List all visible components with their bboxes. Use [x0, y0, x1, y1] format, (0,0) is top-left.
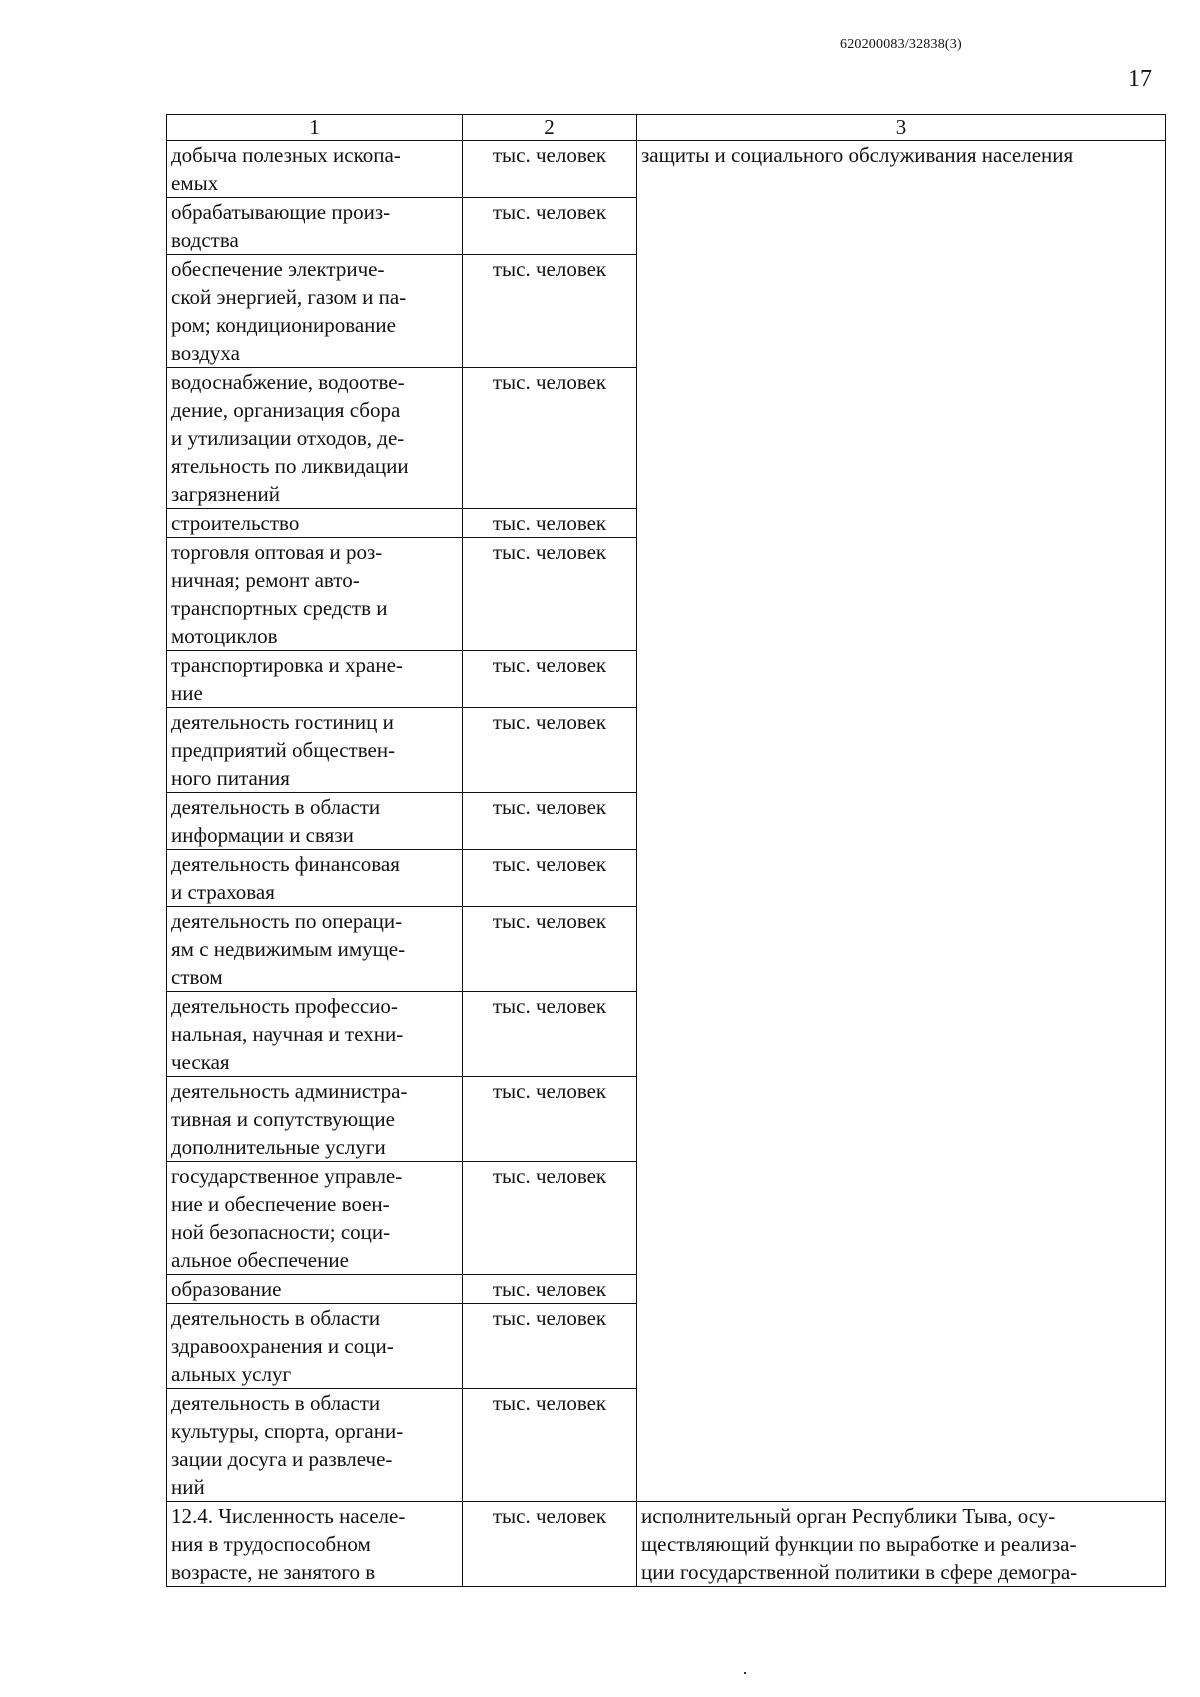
row-indicator-name: обеспечение электриче- ской энергией, газом и па- ром; кондиционирование воздуха — [167, 255, 463, 368]
row-indicator-name: деятельность по операци- ям с недвижимым имуще- ством — [167, 907, 463, 992]
row-indicator-name: деятельность профессио- нальная, научная и техни- ческая — [167, 992, 463, 1077]
row-unit: тыс. человек — [463, 708, 637, 793]
row-unit: тыс. человек — [463, 141, 637, 198]
row-indicator-name: торговля оптовая и роз- ничная; ремонт авто- транспортных средств и мотоциклов — [167, 538, 463, 651]
table-row — [167, 141, 1166, 198]
row-unit: тыс. человек — [463, 907, 637, 992]
row-indicator-name: деятельность администра- тивная и сопутствующие дополнительные услуги — [167, 1077, 463, 1162]
row-indicator-name: государственное управле- ние и обеспечение воен- ной безопасности; соци- альное обеспечение — [167, 1162, 463, 1275]
document-code: 620200083/32838(3) — [840, 37, 962, 52]
indicators-table — [166, 114, 1166, 1587]
header-col-1: 1 — [167, 115, 463, 141]
row-indicator-name: транспортировка и хране- ние — [167, 651, 463, 708]
row-indicator-name: деятельность в области культуры, спорта, органи- зации досуга и развлече- ний — [167, 1389, 463, 1502]
row-unit: тыс. человек — [463, 368, 637, 509]
row-indicator-name: водоснабжение, водоотве- дение, организация сбора и утилизации отходов, де- ятельность по ликвидации загрязнений — [167, 368, 463, 509]
row-unit: тыс. человек — [463, 198, 637, 255]
row-unit: тыс. человек — [463, 651, 637, 708]
scan-speck — [744, 1672, 746, 1674]
row-unit: тыс. человек — [463, 793, 637, 850]
row-indicator-name: деятельность в области информации и связи — [167, 793, 463, 850]
row-unit: тыс. человек — [463, 255, 637, 368]
row-indicator-name: образование — [167, 1275, 463, 1304]
row-unit: тыс. человек — [463, 538, 637, 651]
row-unit: тыс. человек — [463, 509, 637, 538]
row-unit: тыс. человек — [463, 850, 637, 907]
row-indicator-name: деятельность гостиниц и предприятий обществен- ного питания — [167, 708, 463, 793]
row-unit: тыс. человек — [463, 1389, 637, 1502]
row-indicator-name: 12.4. Численность населе- ния в трудоспособном возрасте, не занятого в — [167, 1502, 463, 1587]
responsible-agency: исполнительный орган Республики Тыва, осу- ществляющий функции по выработке и реализа- ции государственной политики в сфере демогра- — [637, 1502, 1166, 1587]
row-indicator-name: деятельность финансовая и страховая — [167, 850, 463, 907]
row-indicator-name: обрабатывающие произ- водства — [167, 198, 463, 255]
page-number: 17 — [1128, 66, 1152, 92]
header-col-2: 2 — [463, 115, 637, 141]
header-col-3: 3 — [637, 115, 1166, 141]
table-header-row — [167, 115, 1166, 141]
row-unit: тыс. человек — [463, 1162, 637, 1275]
row-unit: тыс. человек — [463, 1502, 637, 1587]
row-indicator-name: строительство — [167, 509, 463, 538]
row-indicator-name: добыча полезных ископа- емых — [167, 141, 463, 198]
row-unit: тыс. человек — [463, 1275, 637, 1304]
row-unit: тыс. человек — [463, 992, 637, 1077]
responsible-agency: защиты и социального обслуживания населения — [637, 141, 1166, 1502]
row-unit: тыс. человек — [463, 1304, 637, 1389]
row-unit: тыс. человек — [463, 1077, 637, 1162]
row-indicator-name: деятельность в области здравоохранения и соци- альных услуг — [167, 1304, 463, 1389]
table-row — [167, 1502, 1166, 1587]
